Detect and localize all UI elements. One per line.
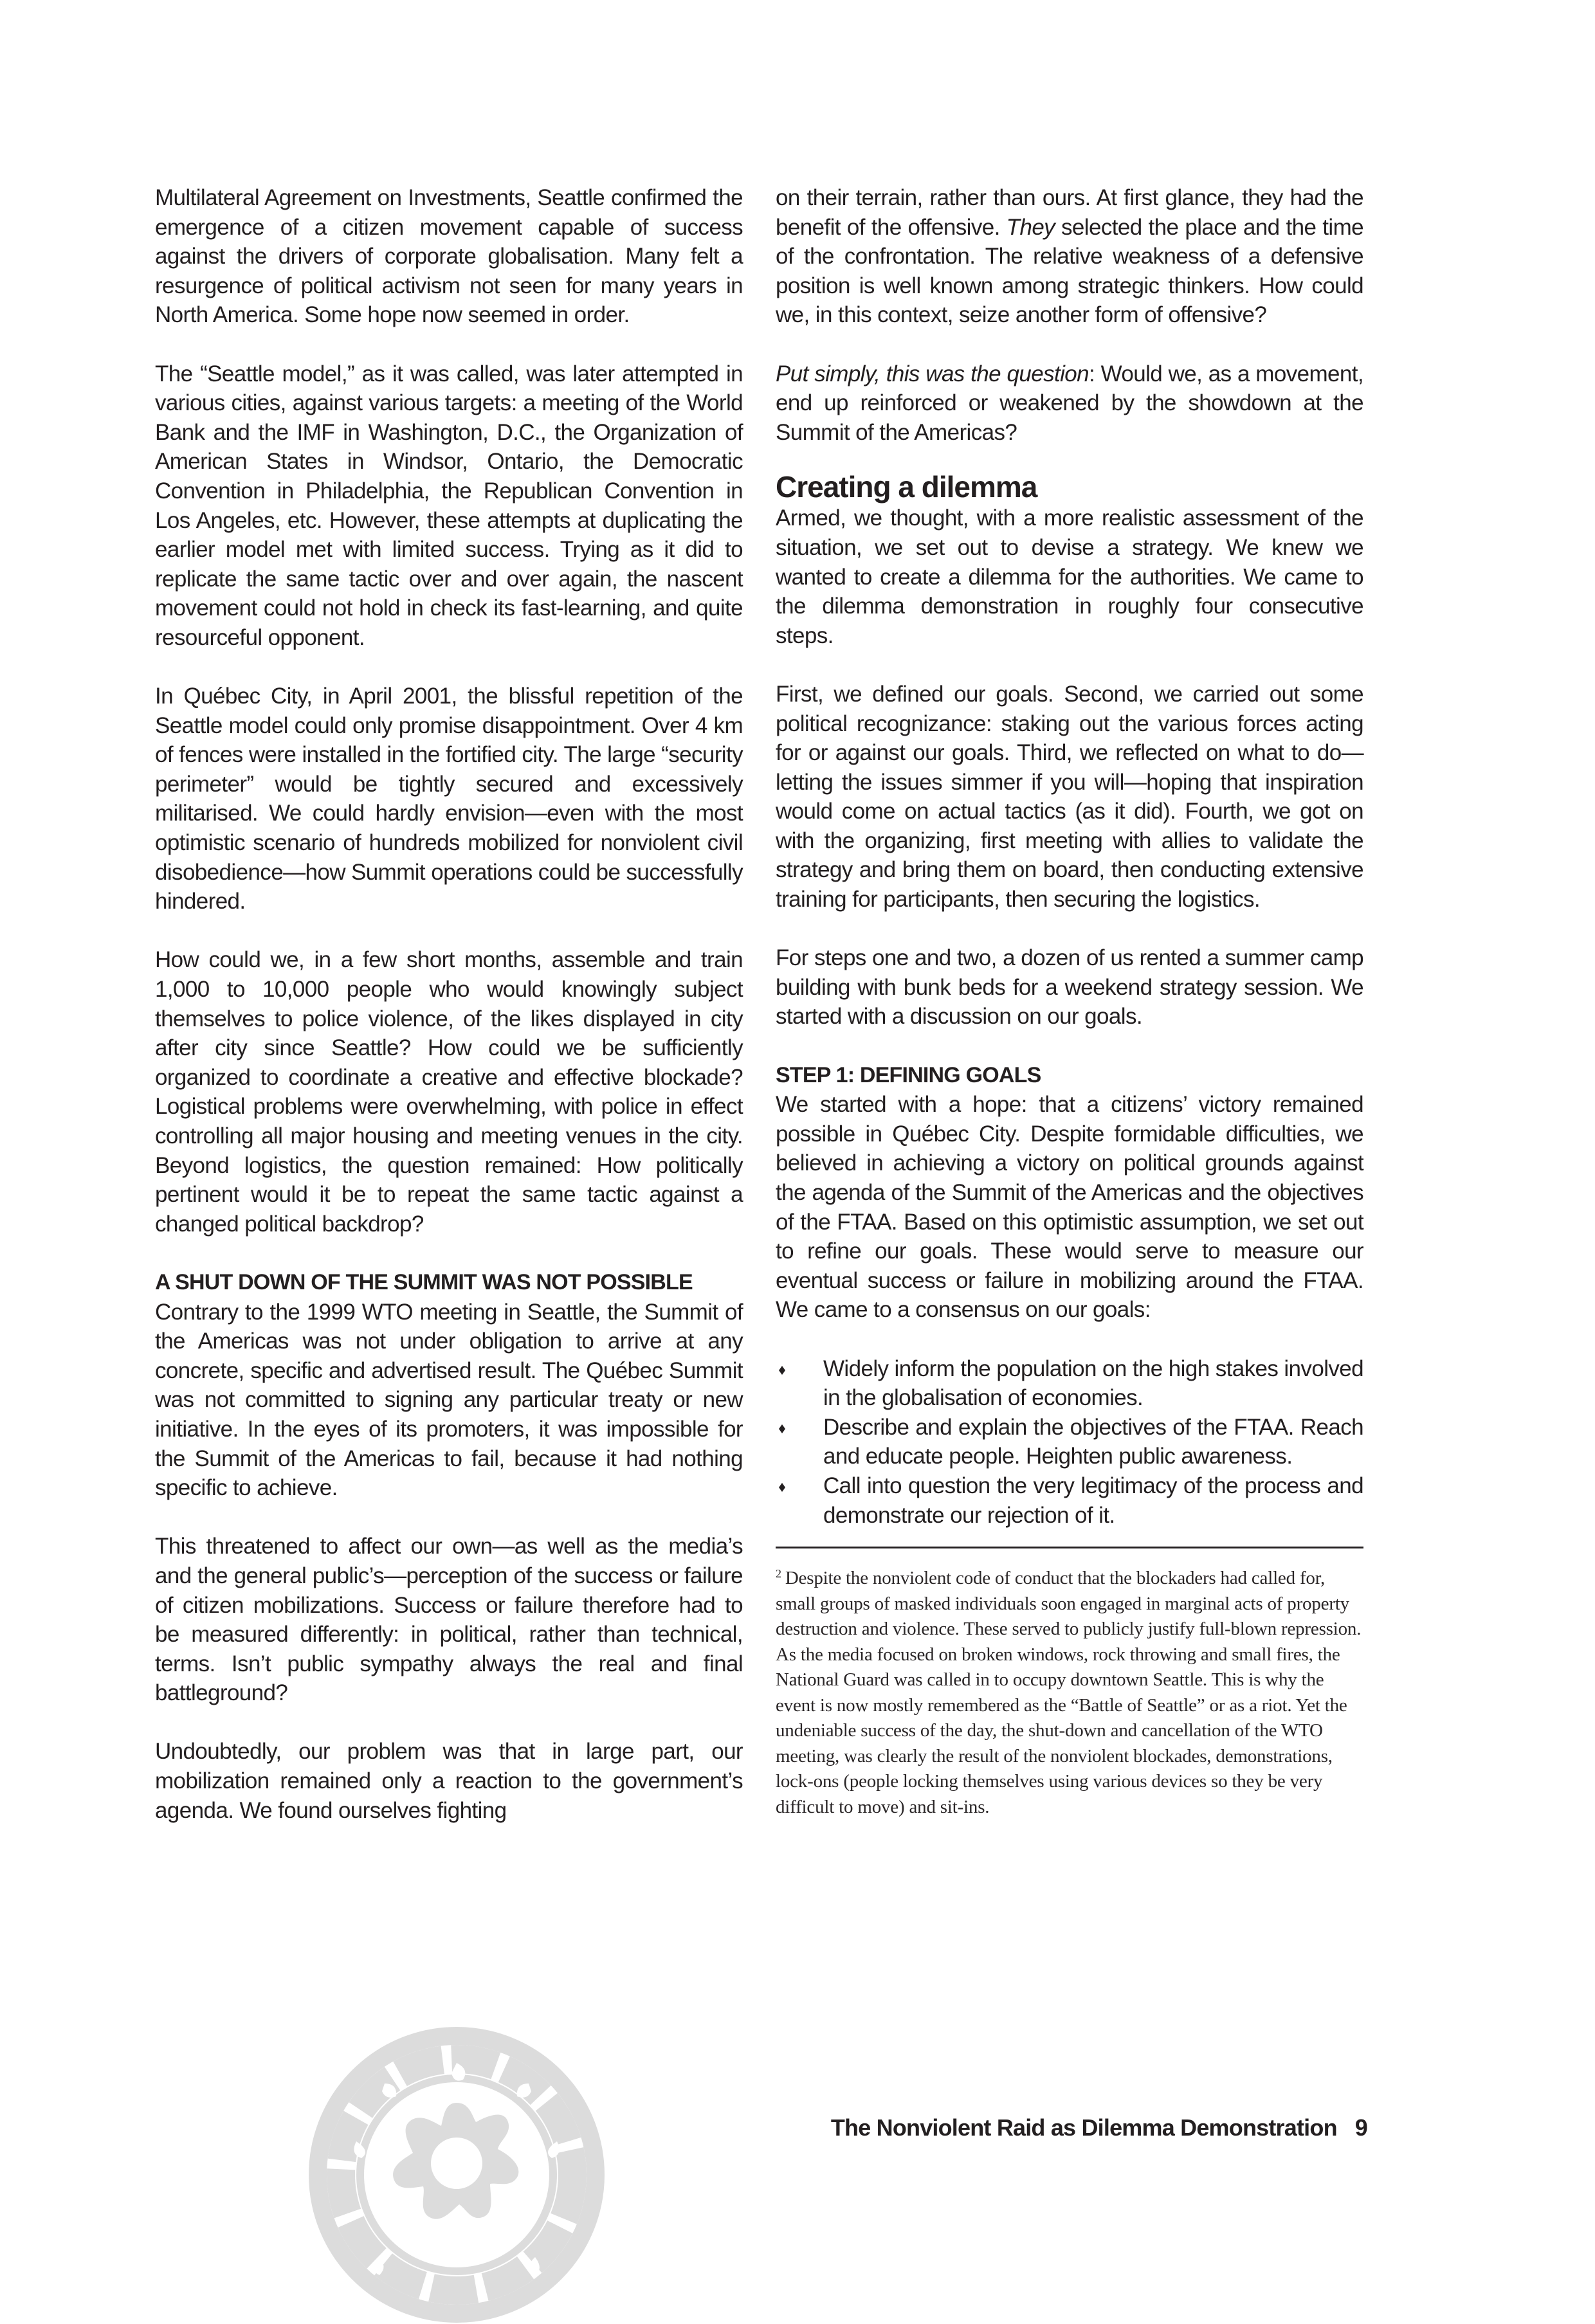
left-column	[155, 183, 743, 1825]
paragraph: Undoubtedly, our problem was that in large part, our mobilization remained only a reaction to the government’s agenda. We found ourselves fighting	[155, 1739, 743, 1823]
running-title: The Nonviolent Raid as Dilemma Demonstration	[830, 2114, 1337, 2141]
page-number: 9	[1354, 2114, 1367, 2141]
list-item	[776, 1354, 1363, 1413]
paragraph: This threatened to affect our own—as well as the media’s and the general public’s—perception of the success or failure of citizen mobilizations. Success or failure therefore had to be measured differently: in political, rather than technical, terms. Isn’t public sympathy always the real and final battleground?	[155, 1534, 743, 1706]
list-item	[776, 1413, 1363, 1471]
diamond-bullet-icon	[779, 1483, 785, 1492]
text-run: : Would we, as a movement, end up reinforced or weakened by the showdown at the Summit of the Americas?	[776, 361, 1363, 445]
diamond-bullet-icon	[779, 1366, 785, 1375]
paragraph	[776, 359, 1363, 448]
paragraph: Multilateral Agreement on Investments, Seattle confirmed the emergence of a citizen movement capable of success against the drivers of corporate globalisation. Many felt a resurgence of political activism not seen for many years in North America. Some hope now seemed in order.	[155, 185, 743, 328]
paragraph: In Québec City, in April 2001, the blissful repetition of the Seattle model could only promise disappointment. Over 4 km of fences were installed in the fortified city. The large “security perimeter” would be tightly secured and excessively militarised. We could hardly envision—even with the most optimistic scenario of hundreds mobilized for nonviolent civil disobedience—how Summit operations could be successfully hindered.	[155, 684, 743, 914]
list-item-text: Widely inform the population on the high stakes involved in the globalisation of economies.	[823, 1356, 1363, 1411]
paragraph: How could we, in a few short months, assemble and train 1,000 to 10,000 people who would knowingly subject themselves to police violence, of the likes displayed in city after city since Seattle? How could we be sufficiently organized to coordinate a creative and effective blockade? Logistical problems were overwhelming, with police in effect controlling all major housing and meeting venues in the city. Beyond logistics, the question remained: How politically pertinent would it be to repeat the same tactic against a changed political backdrop?	[155, 947, 743, 1237]
paragraph: For steps one and two, a dozen of us rented a summer camp building with bunk beds for a weekend strategy session. We started with a discussion on our goals.	[776, 945, 1363, 1030]
text-run: selected the place and the time of the confrontation. The relative weakness of a defensive position is well known among strategic thinkers. How could we, in this context, seize another form of offensive?	[776, 214, 1363, 328]
emphasis-text: Put simply, this was the question	[776, 361, 1089, 386]
paragraph: We started with a hope: that a citizens’ victory remained possible in Québec City. Despite formidable difficulties, we believed in achieving a victory on political grounds against the agenda of the Summit of the Americas and the objectives of the FTAA. Based on this optimistic assumption, we set out to refine our goals. These would serve to measure our eventual success or failure in mobilizing around the FTAA. We came to a consensus on our goals:	[776, 1092, 1363, 1323]
list-item-text: Describe and explain the objectives of the FTAA. Reach and educate people. Heighten public awareness.	[823, 1414, 1363, 1469]
section-subheading: A SHUT DOWN OF THE SUMMIT WAS NOT POSSIBLE	[155, 1269, 693, 1294]
circular-emblem-icon	[307, 2026, 606, 2324]
footnote-marker: 2	[776, 1567, 781, 1581]
goals-list	[776, 1354, 1363, 1530]
paragraph: First, we defined our goals. Second, we carried out some political recognizance: staking out the various forces acting for or against our goals. Third, we reflected on what to do—letting the issues simmer if you will—hoping that inspiration would come on actual tactics (as it did). Fourth, we got on with the organizing, first meeting with allies to validate the strategy and bring them on board, then conducting extensive training for participants, then securing the logistics.	[776, 681, 1363, 912]
section-title: Creating a dilemma	[776, 470, 1037, 504]
footnote-divider	[776, 1547, 1363, 1548]
emphasis-text: They	[1006, 214, 1055, 240]
list-item-text: Call into question the very legitimacy of the process and demonstrate our rejection of it.	[823, 1473, 1363, 1528]
running-footer	[714, 2114, 1367, 2141]
right-column	[776, 183, 1363, 1820]
paragraph: Armed, we thought, with a more realistic assessment of the situation, we set out to devise a strategy. We knew we wanted to create a dilemma for the authorities. We came to the dilemma demonstration in roughly four consecutive steps.	[776, 505, 1363, 648]
paragraph: Contrary to the 1999 WTO meeting in Seattle, the Summit of the Americas was not under obligation to arrive at any concrete, specific and advertised result. The Québec Summit was not committed to signing any particular treaty or new initiative. In the eyes of its promoters, it was impossible for the Summit of the Americas to fail, because it had nothing specific to achieve.	[155, 1299, 743, 1501]
text-run: on their terrain, rather than ours. At first glance, they had the benefit of the offensive.	[776, 185, 1363, 240]
paragraph	[776, 183, 1363, 330]
section-subheading: STEP 1: DEFINING GOALS	[776, 1062, 1041, 1087]
footnote-text: Despite the nonviolent code of conduct that the blockaders had called for, small groups of masked individuals soon engaged in marginal acts of property destruction and violence. These served to publicly justify full-blown repression. As the media focused on broken windows, rock throwing and small fires, the National Guard was called in to occupy downtown Seattle. This is why the event is now mostly remembered as the “Battle of Seattle” or as a riot. Yet the undeniable success of the day, the shut-down and cancellation of the WTO meeting, was clearly the result of the nonviolent blockades, demonstrations, lock-ons (people locking themselves using various devices so they be very difficult to move) and sit-ins.	[776, 1568, 1362, 1817]
paragraph: The “Seattle model,” as it was called, was later attempted in various cities, against various targets: a meeting of the World Bank and the IMF in Washington, D.C., the Organization of American States in Windsor, Ontario, the Democratic Convention in Philadelphia, the Republican Convention in Los Angeles, etc. However, these attempts at duplicating the earlier model met with limited success. Trying as it did to replicate the same tactic over and over again, the nascent movement could not hold in check its fast-learning, and quite resourceful opponent.	[155, 361, 743, 650]
footnote	[776, 1561, 1363, 1820]
diamond-bullet-icon	[779, 1424, 785, 1433]
list-item	[776, 1471, 1363, 1530]
